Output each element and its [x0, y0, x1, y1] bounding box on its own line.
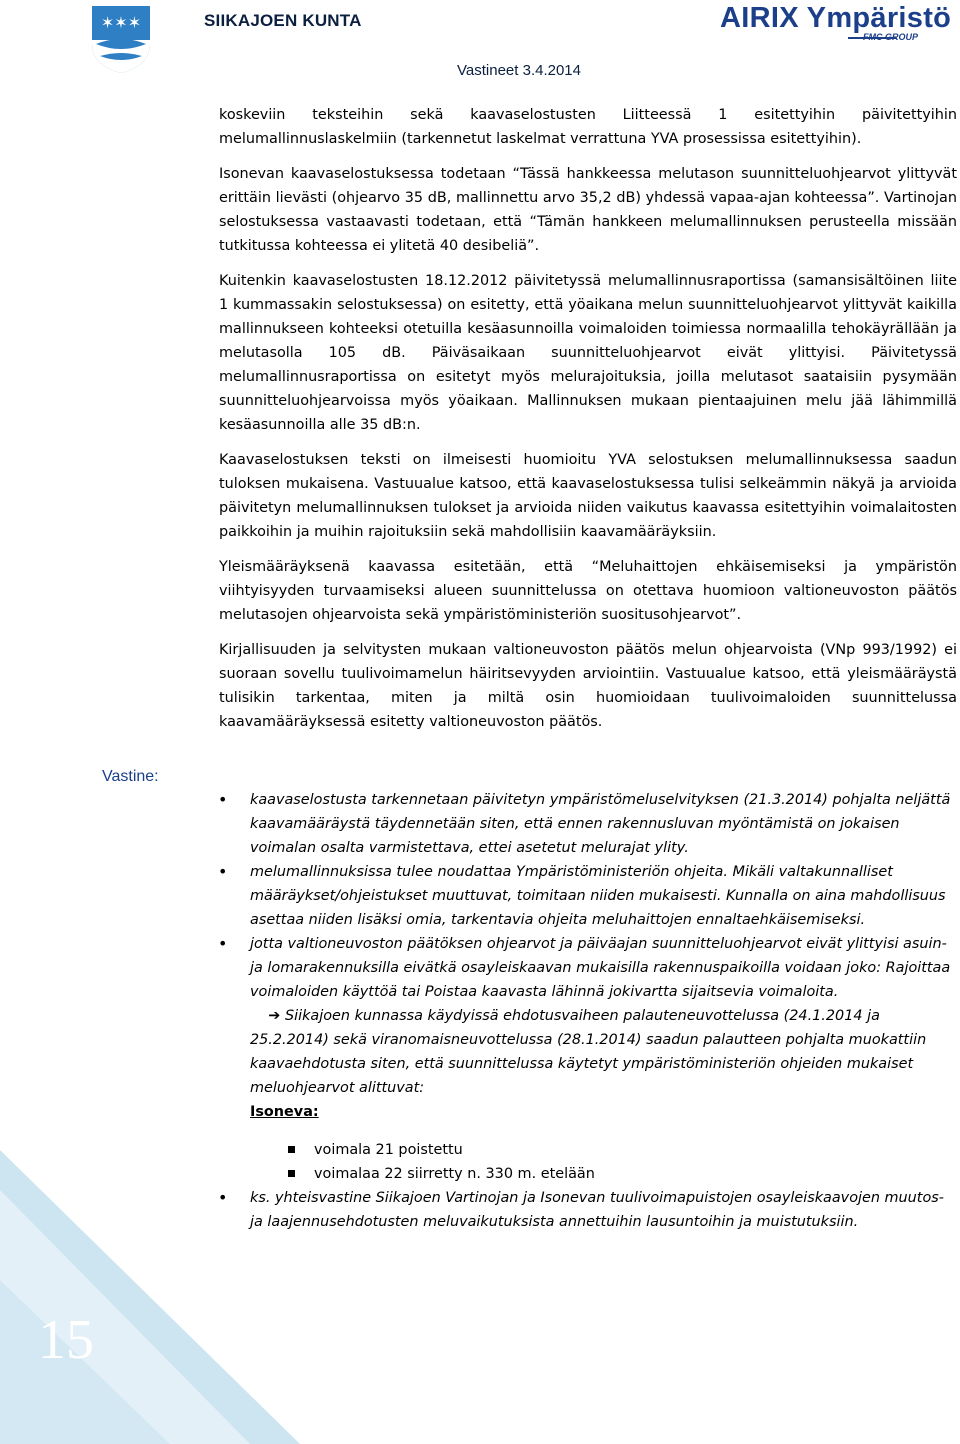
arrow-paragraph-text: Siikajoen kunnassa käydyissä ehdotusvaiheen palauteneuvottelussa (24.1.2014 ja 25.2.2014) sekä viranomaisneuvottelussa (28.1.2014) saadun palautteen pohjalta muokattiin kaavaehdotusta siten, että suunnittelussa käytetyt ympäristöministeriön ohjeiden mukaiset meluohjearvot alittuvat: — [250, 1008, 927, 1096]
logo-text: AIRIX Ympäristö — [720, 2, 952, 34]
list-item-text: voimalaa 22 siirretty n. 330 m. etelään — [314, 1166, 595, 1182]
isoneva-heading: Isoneva: — [250, 1104, 319, 1120]
list-item — [288, 1138, 958, 1162]
bullet-icon: • — [218, 790, 228, 809]
paragraph: Kirjallisuuden ja selvitysten mukaan valtioneuvoston päätös melun ohjearvoista (VNp 993/1992) ei suoraan sovellu tuulivoimamelun häiritsevyyden arviointiin. Vastuualue katsoo, että yleismääräystä tulisikin tarkentaa, miten ja miltä osin huomioidaan tuulivoimaloiden suunnittelussa kaavamääräyksessä esitetty valtioneuvoston päätös. — [219, 642, 957, 730]
bullet-icon: • — [218, 1188, 228, 1207]
airix-logo — [720, 2, 952, 50]
isoneva-list — [288, 1138, 958, 1186]
page-number: 15 — [38, 1309, 94, 1371]
bullet-icon: • — [218, 862, 228, 881]
municipality-crest-icon — [90, 4, 152, 74]
paragraph: Isonevan kaavaselostuksessa todetaan “Tässä hankkeessa melutason suunnitteluohjearvot ylittyvät erittäin lievästi (ohjearvo 35 dB, mallinnettu arvo 35,2 dB) yhdessä vapaa-ajan kohteessa”. Vartinojan selostuksessa vastaavasti todetaan, että “Tämän hankkeen melumallinnuksen perusteella missään tutkitussa kohteessa ei ylitetä 40 desibeliä”. — [219, 166, 957, 254]
bullet-icon: • — [218, 934, 228, 953]
list-item — [218, 1186, 958, 1234]
list-item-text: jotta valtioneuvoston päätöksen ohjearvot ja päiväajan suunnitteluohjearvot eivät ylittyisi asuin- ja lomarakennuksilla eivätkä osayleiskaavan mukaisilla rakennuspaikoilla voidaan joko: Rajoittaa voimaloiden käyttöä tai Poistaa kaavasta lähinnä jokivartta sijaitsevia voimaloita. — [250, 936, 951, 1000]
vastine-label: Vastine: — [102, 768, 159, 785]
list-item-text: voimala 21 poistettu — [314, 1142, 463, 1158]
list-item-text: melumallinnuksissa tulee noudattaa Ympäristöministeriön ohjeita. Mikäli valtakunnalliset määräykset/ohjeistukset muuttuvat, toimitaan niiden mukaisesti. Kunnalla on aina mahdollisuus asettaa niiden lisäksi omia, tarkentavia ohjeita meluhaittojen ennaltaehkäisemiseksi. — [250, 864, 946, 928]
list-item-text: ks. yhteisvastine Siikajoen Vartinojan ja Isonevan tuulivoimapuistojen osayleiskaavojen muutos- ja laajennusehdotusten meluvaikutuksista annettuihin lausuntoihin ja muistutuksiin. — [250, 1190, 944, 1230]
list-item — [218, 788, 958, 860]
paragraph: Kuitenkin kaavaselostusten 18.12.2012 päivitetyssä melumallinnusraportissa (samansisältöinen liite 1 kummassakin selostuksessa) on esitetty, että yöaikana melun suunnitteluohjearvot ylittyvät kaikilla mallinnukseen kohteeksi otetuilla kesäasunnoilla voimaloiden toimiessa normaalilla tehokäyrällään ja melutasolla 105 dB. Päiväsaikaan suunnitteluohjearvot eivät ylittyisi. Päivitetyssä melumallinnusraportissa on esitetyt myös melurajoituksia, joilla melutasot saataisiin pysymään suunnitteluohjearvoissa myös yöaikaan. Mallinnuksen mukaan pientaajuinen melu jää lähimmillä kesäasunnoilla alle 35 dB:n. — [219, 273, 957, 433]
list-item — [218, 932, 958, 1186]
paragraph: Kaavaselostuksen teksti on ilmeisesti huomioitu YVA selostuksen melumallinnuksessa saadun tuloksen mukaisena. Vastuualue katsoo, että kaavaselostuksessa tulisi selkeämmin näkyä ja arvioida päivitetyn melumallinnuksen tulokset ja arvioida niiden vaikutus kaavassa esitettyihin voimalaitosten paikkoihin ja muihin rajoituksiin sekä mahdollisiin kaavamääräyksiin. — [219, 452, 957, 540]
list-item-text: kaavaselostusta tarkennetaan päivitetyn ympäristömeluselvityksen (21.3.2014) pohjalta neljättä kaavamääräystä täydennetään siten, että ennen rakennusluvan myöntämistä on jokaisen voimalan osalta varmistettava, ettei asetetut melurajat ylity. — [250, 792, 951, 856]
document-date: Vastineet 3.4.2014 — [457, 62, 581, 79]
logo-subtext: FMC GROUP — [863, 32, 918, 42]
list-item — [288, 1162, 958, 1186]
organization-name: SIIKAJOEN KUNTA — [204, 11, 362, 30]
paragraph: Yleismääräyksenä kaavassa esitetään, että “Meluhaittojen ehkäisemiseksi ja ympäristön viihtyisyyden turvaamiseksi alueen suunnittelussa on otettava huomioon valtioneuvoston päätös melutasojen ohjearvoista sekä ympäristöministeriön suositusohjearvot”. — [219, 559, 957, 623]
svg-text:✶✶✶: ✶✶✶ — [100, 13, 142, 32]
arrow-right-icon: ➔ — [250, 1008, 281, 1024]
square-bullet-icon — [288, 1170, 295, 1177]
statement-text — [219, 103, 957, 745]
arrow-paragraph — [250, 1004, 958, 1100]
list-item — [218, 860, 958, 932]
paragraph: koskeviin teksteihin sekä kaavaselostusten Liitteessä 1 esitettyihin päivitettyihin melumallinnuslaskelmiin (tarkennetut laskelmat verrattuna YVA prosessissa esitettyihin). — [219, 107, 957, 147]
square-bullet-icon — [288, 1146, 295, 1153]
vastine-list — [218, 788, 958, 1234]
